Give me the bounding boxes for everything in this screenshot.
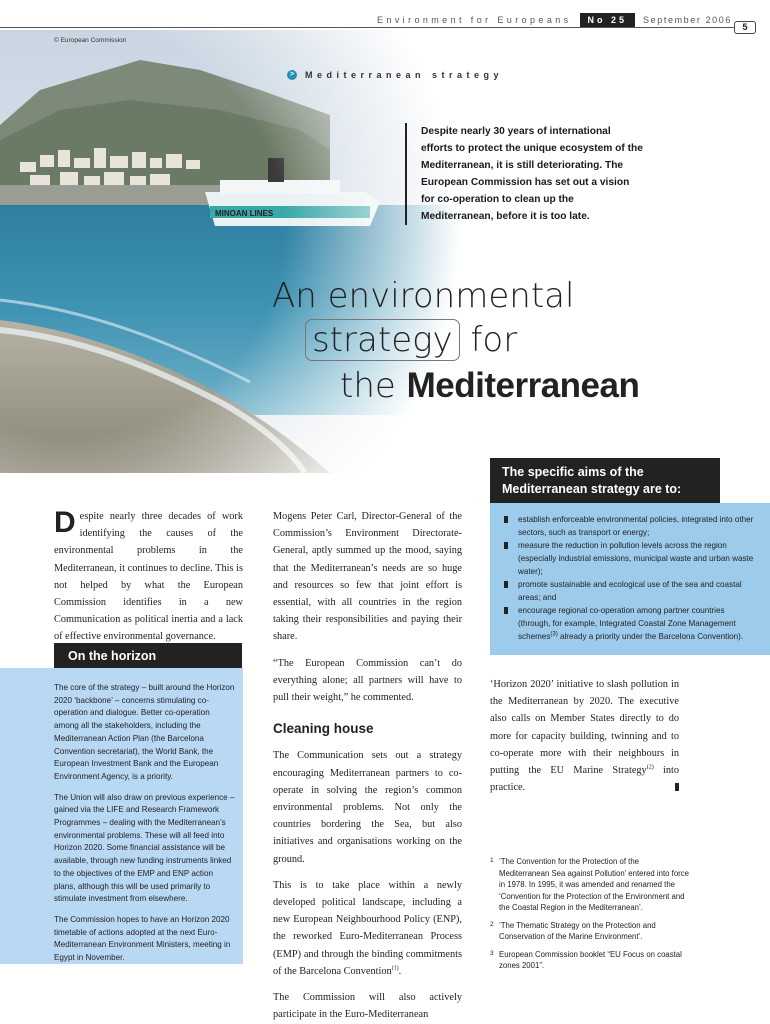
aims-item-text: measure the reduction in pollution levels across the region (especially industrial emissions, municipal waste and urban waste water); xyxy=(518,541,754,576)
body-paragraph-text: . xyxy=(398,965,402,977)
horizon-box xyxy=(0,668,243,964)
footnote xyxy=(490,949,690,972)
title-line-2 xyxy=(305,320,517,360)
footnote-number: 2 xyxy=(490,920,494,928)
body-column-1 xyxy=(54,508,243,655)
body-paragraph-text: ‘Horizon 2020’ initiative to slash pollution in the Mediterranean by 2020. The executive also calls on Member States directly to do more for capacity building, twinning and to co-operate more with their neighbours in putting the EU Marine Strategy xyxy=(490,679,679,777)
aims-list xyxy=(490,503,770,655)
body-paragraph-text: This is to take place within a newly developed political landscape, including a new European Neighbourhood Policy (ENP), the reworked Euro-Mediterranean Process (EMP) and through the binding commitments of the Barcelona Convention xyxy=(273,879,462,977)
section-label xyxy=(287,70,503,80)
footnote-text: ‘The Thematic Strategy on the Protection and Conservation of the Marine Environment’. xyxy=(499,920,656,941)
section-label-text: Mediterranean strategy xyxy=(305,70,504,80)
footnote-text: ‘The Convention for the Protection of the Mediterranean Sea against Pollution’ entered into force in 1978. In 1995, it was amended and renamed the ‘Convention for the Protection of the Environment and the Coastal Region in the Mediterranean’. xyxy=(499,857,689,912)
title-boxed-word: strategy xyxy=(305,319,460,361)
aims-item xyxy=(504,604,756,643)
running-header xyxy=(377,13,732,27)
body-paragraph: “The European Commission can’t do everything alone; all partners will have to pull their weight,” he commented. xyxy=(273,657,462,704)
aims-heading: The specific aims of the Mediterranean strategy are to: xyxy=(490,458,720,504)
horizon-paragraph: The core of the strategy – built around the Horizon 2020 ‘backbone’ – concerns stimulating co-operation and dialogue. Better co-operation among all the stakeholders, including the Mediterranean Action Plan (the Barcelona Convention secretariat), the World Bank, the European Investment Bank and the European Environment Agency, is a priority. xyxy=(54,683,235,781)
body-paragraph: The Commission will also actively participate in the Euro-Mediterranean xyxy=(273,992,462,1021)
bullet-icon xyxy=(504,581,508,588)
horizon-paragraph: The Commission hopes to have an Horizon 2020 timetable of actions adopted at the next Euro-Mediterranean Environment Ministers, meeting in Egypt in November. xyxy=(54,914,231,963)
body-paragraph-text: into practice. xyxy=(490,765,680,794)
footnote-ref: (2) xyxy=(646,764,654,771)
aims-item-text: promote sustainable and ecological use of the sea and coastal areas; and xyxy=(518,580,742,602)
footnote xyxy=(490,856,690,914)
footnote-number: 1 xyxy=(490,857,494,864)
publication-name: Environment for Europeans xyxy=(376,15,572,25)
issue-badge: No 25 xyxy=(580,13,636,27)
body-paragraph-text: espite nearly three decades of work identifying the causes of the environmental problems in the Mediterranean, it continues to decline. This is not helped by what the European Commission identifies in a new Communication as political inertia and a lack of effective environmental governance. xyxy=(54,511,243,643)
body-paragraph: The Communication sets out a strategy encouraging Mediterranean partners to co-operate in solving the region’s common environmental problems. Not only the countries bordering the Sea, but also initiatives and organisations working on the ground. xyxy=(273,750,462,865)
aims-item xyxy=(504,539,756,578)
title-line-3-bold: Mediterranean xyxy=(406,366,640,405)
bullet-icon xyxy=(504,516,508,523)
bullet-icon xyxy=(504,607,508,614)
footnote xyxy=(490,920,690,943)
body-paragraph xyxy=(54,508,243,646)
issue-date: September 2006 xyxy=(643,15,732,25)
footnote-text: European Commission booklet “EU Focus on coastal zones 2001”. xyxy=(499,949,682,970)
page-number: 5 xyxy=(734,21,756,34)
aims-item-text: establish enforceable environmental policies, integrated into other sectors, such as transport or energy; xyxy=(518,515,754,537)
body-paragraph: Mogens Peter Carl, Director-General of the Commission’s Environment Directorate-General, aptly summed up the mood, saying that the Mediterranean’s needs are so huge and resources so few that joint effort is essential, with all countries in the region taking their responsibilities and paying their share. xyxy=(273,511,462,643)
aims-item-text: already a priority under the Barcelona Convention). xyxy=(557,632,744,641)
body-column-3 xyxy=(490,676,679,805)
aims-item-text: encourage regional co-operation among partner countries (through, for example, Integrated Coastal Zone Management schemes xyxy=(518,606,736,641)
arrow-icon: > xyxy=(287,70,297,80)
body-column-2 xyxy=(273,508,462,1024)
title-line-2-rest: for xyxy=(470,320,518,360)
drop-cap: D xyxy=(54,506,76,539)
title-line-3-prefix: the xyxy=(340,366,396,406)
subheading: Cleaning house xyxy=(273,721,374,737)
title-line-3 xyxy=(340,366,639,406)
photo-credit: © European Commission xyxy=(54,37,127,44)
body-paragraph xyxy=(490,676,679,796)
intro-standfirst: Despite nearly 30 years of international efforts to protect the unique ecosystem of the Mediterranean, it is still deteriorating. The European Commission has set out a vision for co-operation to clean up the Mediterranean, before it is too late. xyxy=(405,123,645,225)
title-line-1: An environmental xyxy=(272,276,575,316)
bullet-icon xyxy=(504,542,508,549)
aims-item xyxy=(504,513,756,539)
footnote-ref: (1) xyxy=(391,965,399,972)
horizon-paragraph: The Union will also draw on previous experience – gained via the LIFE and Research Framework Programmes – dealing with the Mediterranean’s environmental problems. These will all feed into Horizon 2020. Some financial assistance will be available, through new funding instruments linked to the objectives of the EMP and ENP action plans, although this will be used primarily to stimulate investment from elsewhere. xyxy=(54,792,235,904)
aims-item xyxy=(504,578,756,604)
footnotes xyxy=(490,856,690,978)
footnote-ref: (3) xyxy=(550,631,558,638)
horizon-heading: On the horizon xyxy=(54,643,242,669)
end-mark-icon xyxy=(675,783,679,791)
header-rule xyxy=(0,27,735,28)
body-paragraph xyxy=(273,877,462,980)
harbor-photo xyxy=(0,30,460,473)
footnote-number: 3 xyxy=(490,949,494,957)
